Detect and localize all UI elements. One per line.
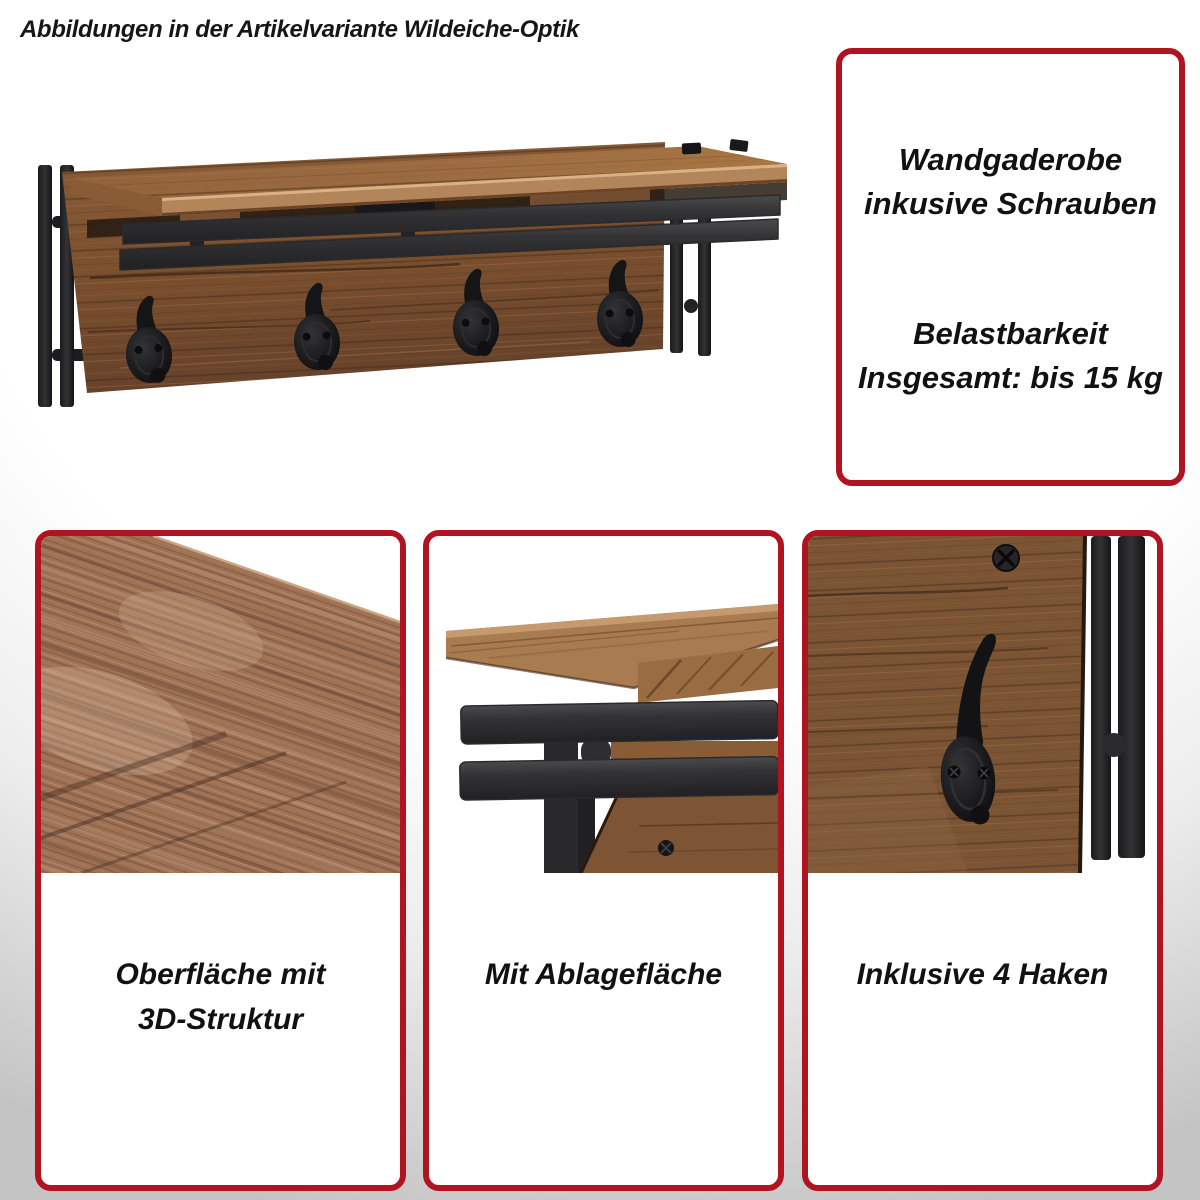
wall-mount-tab bbox=[682, 142, 702, 154]
shelf-detail-photo bbox=[429, 536, 778, 873]
feature-box-surface bbox=[35, 530, 406, 1191]
caption-surface: Oberfläche mit 3D-Struktur bbox=[115, 958, 326, 1036]
caption-hooks: Inklusive 4 Haken bbox=[856, 958, 1109, 991]
info-box bbox=[836, 48, 1185, 486]
feature-box-hooks bbox=[802, 530, 1163, 1191]
wall-mount-tab bbox=[729, 139, 748, 152]
caption-shelf: Mit Ablagefläche bbox=[484, 958, 723, 991]
wood-surface-photo bbox=[41, 536, 400, 873]
page-title: Abbildungen in der Artikelvariante Wildeiche-Optik bbox=[20, 16, 579, 43]
hook-detail-photo bbox=[808, 536, 1157, 873]
feature-box-shelf bbox=[423, 530, 784, 1191]
panel-corner bbox=[581, 794, 778, 873]
wood-panel bbox=[808, 536, 1085, 873]
right-bracket-bars bbox=[1091, 536, 1145, 860]
bracket-post bbox=[544, 736, 578, 873]
info-text-screws: Wandgaderobe inkusive Schrauben bbox=[864, 142, 1157, 222]
main-product-photo bbox=[30, 120, 950, 460]
info-text-load-capacity: Belastbarkeit Insgesamt: bis 15 kg bbox=[858, 316, 1163, 396]
screw-icon bbox=[993, 545, 1019, 571]
